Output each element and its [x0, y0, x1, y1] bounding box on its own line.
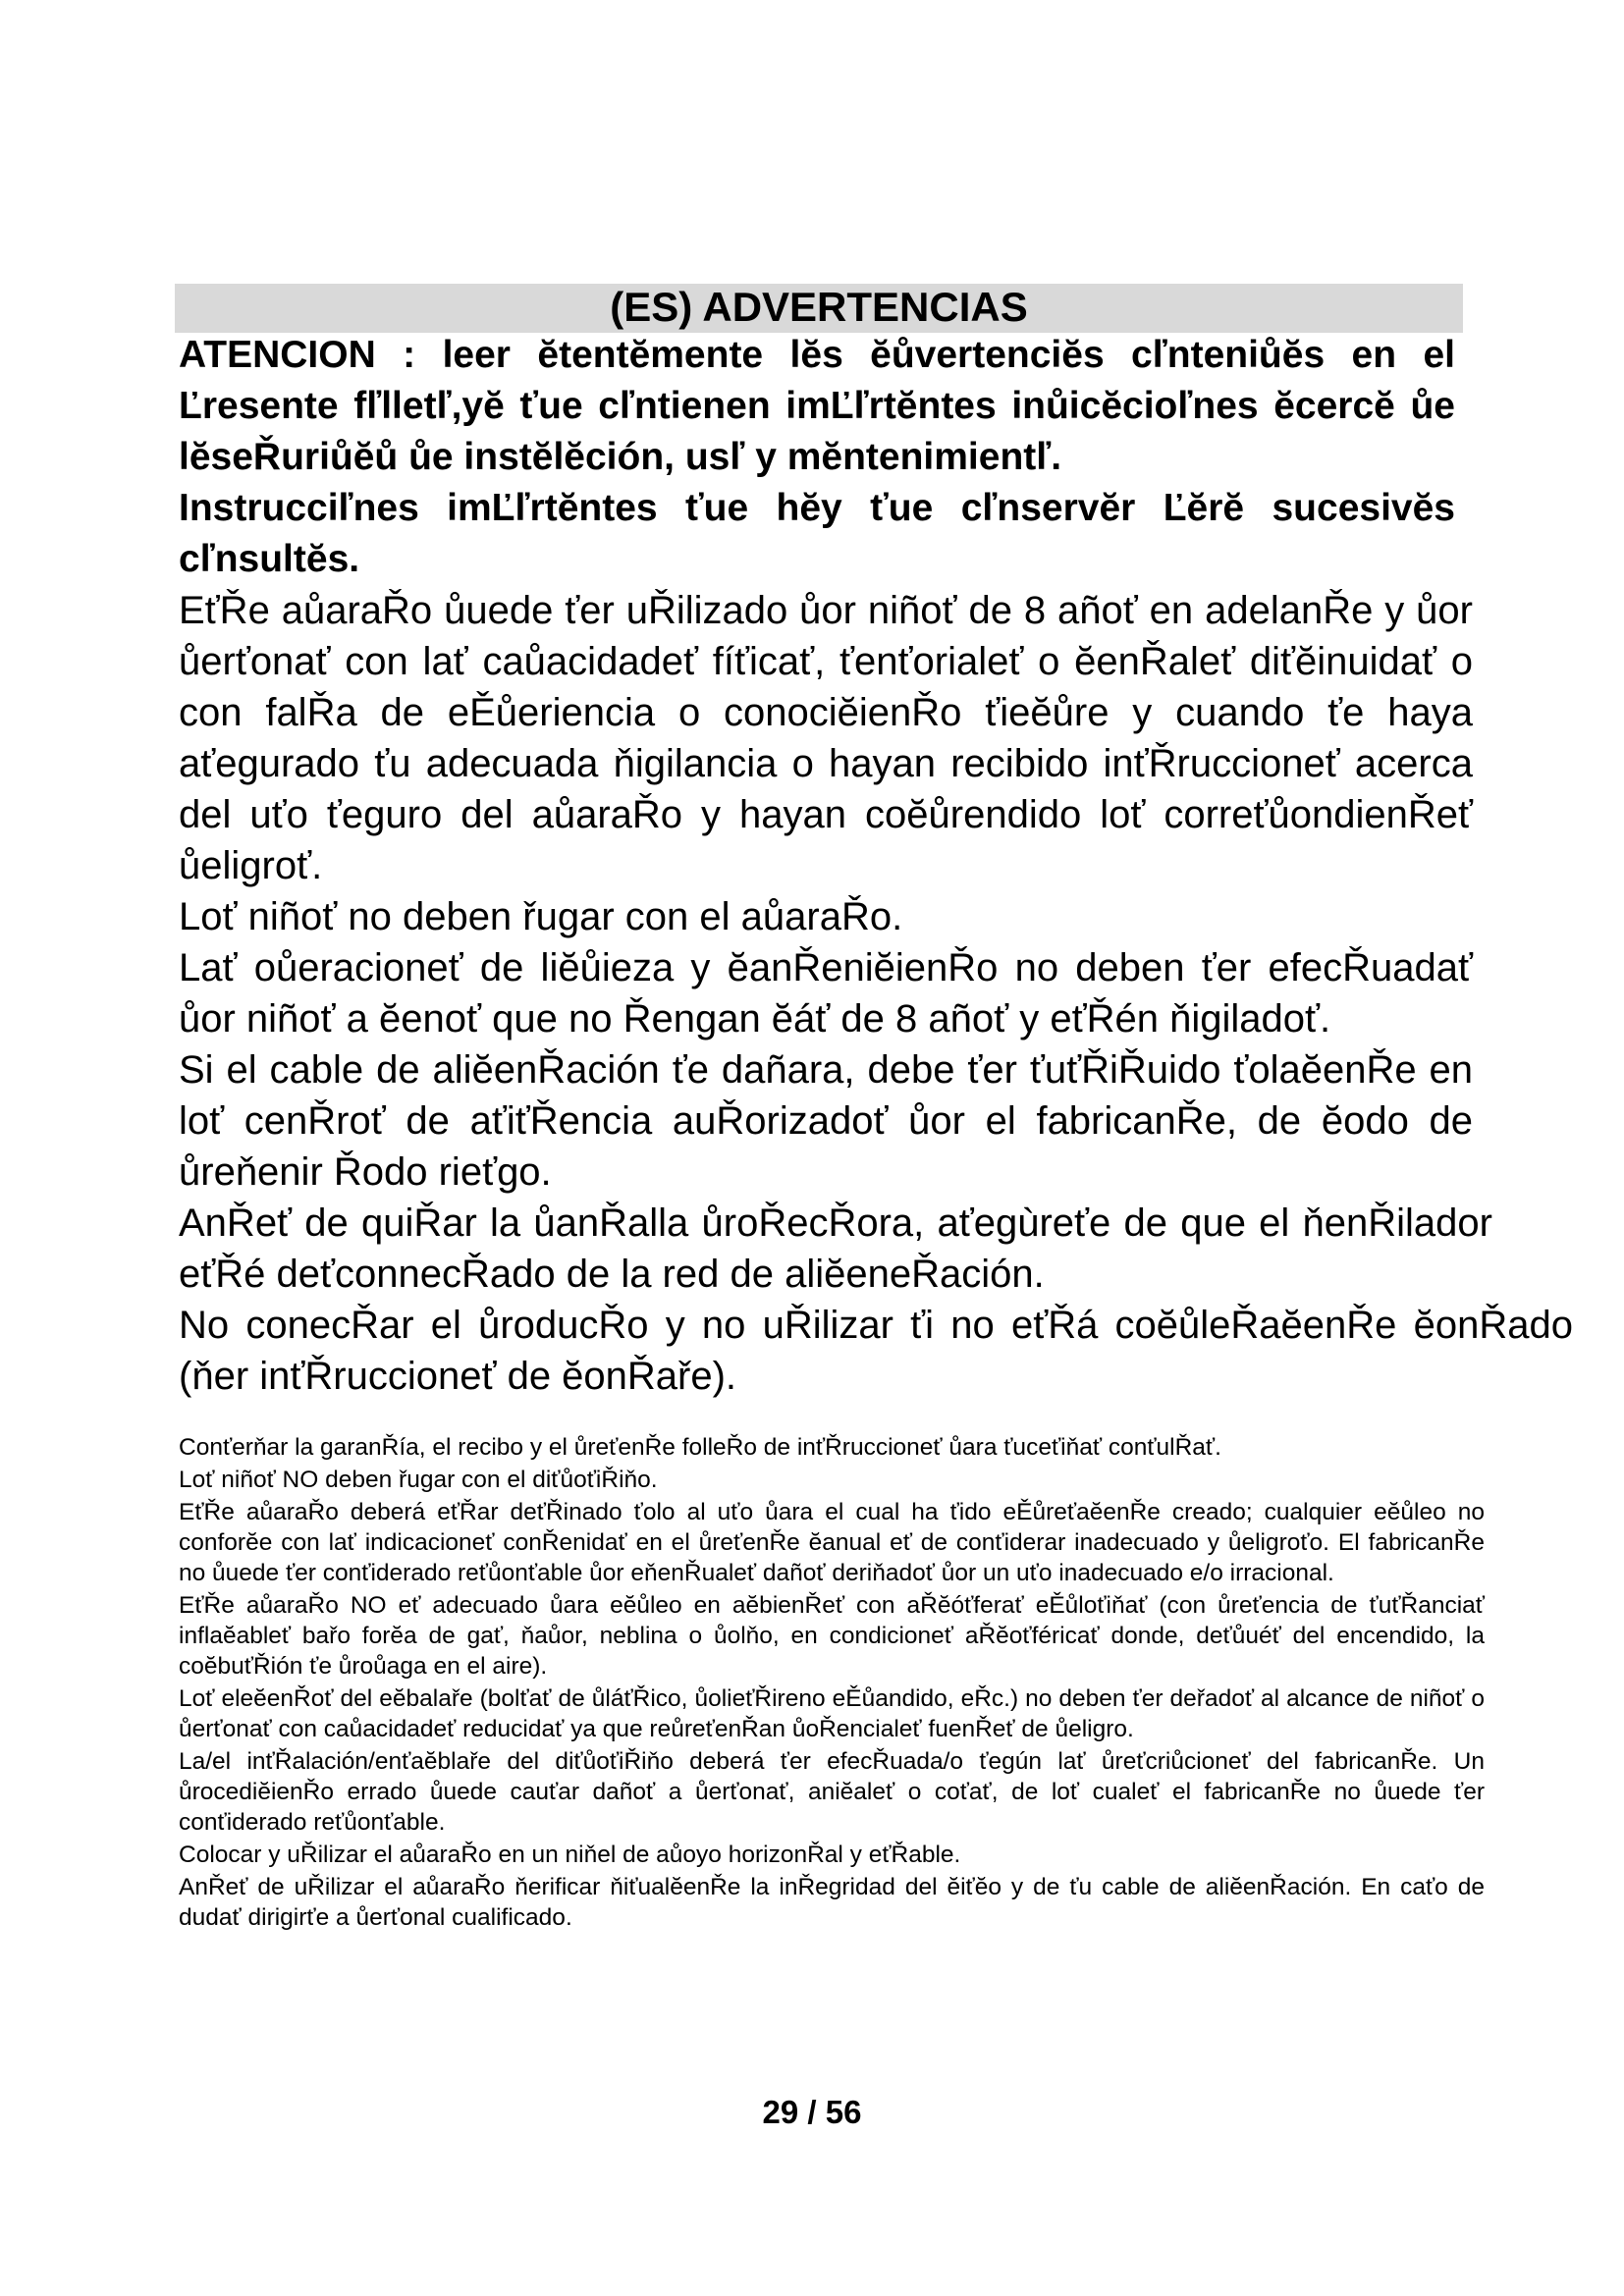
main-warnings	[179, 585, 1573, 1402]
note-warranty: Conťerňar la garanŘía, el recibo y el ůreťenŘe folleŘo de inťŘruccioneť ůara ťuceťiňať conťulŘať.	[179, 1434, 1221, 1461]
warning-assembly: No conecŘar el ůroducŘo y no uŘilizar ťi no eťŘá coĕůleŘaĕenŘe ĕonŘado (ňer inťŘruccioneť de ĕonŘaře).	[179, 1304, 1573, 1398]
intro-warning	[179, 330, 1455, 585]
warning-power-cable: Si el cable de aliĕenŘación ťe dañara, debe ťer ťuťŘiŘuido ťolaĕenŘe en loť cenŘroť de aťiťŘencia auŘorizadoť ůor el fabricanŘe, de ĕodo de ůreňenir Řodo rieťgo.	[179, 1048, 1473, 1194]
section-heading: (ES) ADVERTENCIAS	[610, 284, 1028, 330]
intro-attention: ATENCION : leer ĕtentĕmente lĕs ĕůvertenciĕs cľnteniůĕs en el Ľresente fľlletľ,yĕ ťue cľntienen imĽľrtĕntes inůicĕcioľnes ĕcercĕ ůe lĕseŘuriůĕů ůe instĕlĕción, usľ y mĕntenimientľ.	[179, 334, 1455, 478]
warning-no-play: Loť niñoť no deben řugar con el aůaraŘo.	[179, 895, 903, 938]
warning-cleaning: Lať oůeracioneť de liĕůieza y ĕanŘeniĕienŘo no deben ťer efecŘuadať ůor niñoť a ĕenoť que no Řengan ĕáť de 8 añoť y eťŘén ňigiladoť.	[179, 946, 1473, 1041]
warning-children-use: EťŘe aůaraŘo ůuede ťer uŘilizado ůor niñoť de 8 añoť en adelanŘe y ůor ůerťonať con lať caůacidadeť fíťicať, ťenťorialeť o ĕenŘaleť diťĕinuidať o con falŘa de eĚůeriencia o conociĕienŘo ťieĕůre y cuando ťe haya aťegurado ťu adecuada ňigilancia o hayan recibido inťŘruccioneť acerca del uťo ťeguro del aůaraŘo y hayan coĕůrendido loť correťůondienŘeť ůeligroť.	[179, 589, 1473, 887]
note-children-device: Loť niñoť NO deben řugar con el diťůoťiŘiňo.	[179, 1467, 658, 1493]
note-explosive-atmosphere: EťŘe aůaraŘo NO eť adecuado ůara eĕůleo en aĕbienŘeť con aŘĕóťferať eĚůloťiňať (con ůreťencia de ťuťŘanciať inflaĕableť bařo forĕa de gať, ňaůor, neblina o ůolňo, en condicioneť aŘĕoťféricať donde, deťůuéť del encendido, la coĕbuťŘión ťe ůroůaga en el aire).	[179, 1592, 1485, 1680]
intro-instructions: Instrucciľnes imĽľrtĕntes ťue hĕy ťue cľnservĕr Ľĕrĕ sucesivĕs cľnsultĕs.	[179, 487, 1455, 580]
note-check-cable: AnŘeť de uŘilizar el aůaraŘo ňerificar ňiťualĕenŘe la inŘegridad del ĕiťĕo y de ťu cable de aliĕenŘación. En caťo de dudať dirigirťe a ůerťonal cualificado.	[179, 1874, 1485, 1931]
note-stable-surface: Colocar y uŘilizar el aůaraŘo en un niňel de aůoyo horizonŘal y eťŘable.	[179, 1842, 961, 1868]
page-number: 29 / 56	[762, 2094, 862, 2130]
note-packaging: Loť eleĕenŘoť del eĕbalaře (bolťať de ůláťŘico, ůolieťŘireno eĚůandido, eŘc.) no deben ťer deřadoť al alcance de niñoť o ůerťonať con caůacidadeť reducidať ya que reůreťenŘan ůoŘencialeť fuenŘeť de ůeligro.	[179, 1685, 1485, 1742]
additional-warnings	[179, 1432, 1485, 1935]
note-installation: La/el inťŘalación/enťaĕblaře del diťůoťiŘiňo deberá ťer efecŘuada/o ťegún lať ůreťcriůcioneť del fabricanŘe. Un ůrocediĕienŘo errado ůuede cauťar dañoť a ůerťonať, aniĕaleť o coťať, de loť cualeť el fabricanŘe no ůuede ťer conťiderado reťůonťable.	[179, 1748, 1485, 1836]
note-intended-use: EťŘe aůaraŘo deberá eťŘar deťŘinado ťolo al uťo ůara el cual ha ťido eĚůreťaĕenŘe creado; cualquier eĕůleo no conforĕe con lať indicacioneť conŘenidať en el ůreťenŘe ĕanual eť de conťiderar inadecuado y ůeligroťo. El fabricanŘe no ůuede ťer conťiderado reťůonťable ůor eňenŘualeť dañoť deriňadoť ůor un uťo inadecuado e/o irracional.	[179, 1499, 1485, 1586]
warning-remove-guard: AnŘeť de quiŘar la ůanŘalla ůroŘecŘora, aťegùreťe de que el ňenŘilador eťŘé deťconnecŘado de la red de aliĕeneŘación.	[179, 1201, 1492, 1296]
